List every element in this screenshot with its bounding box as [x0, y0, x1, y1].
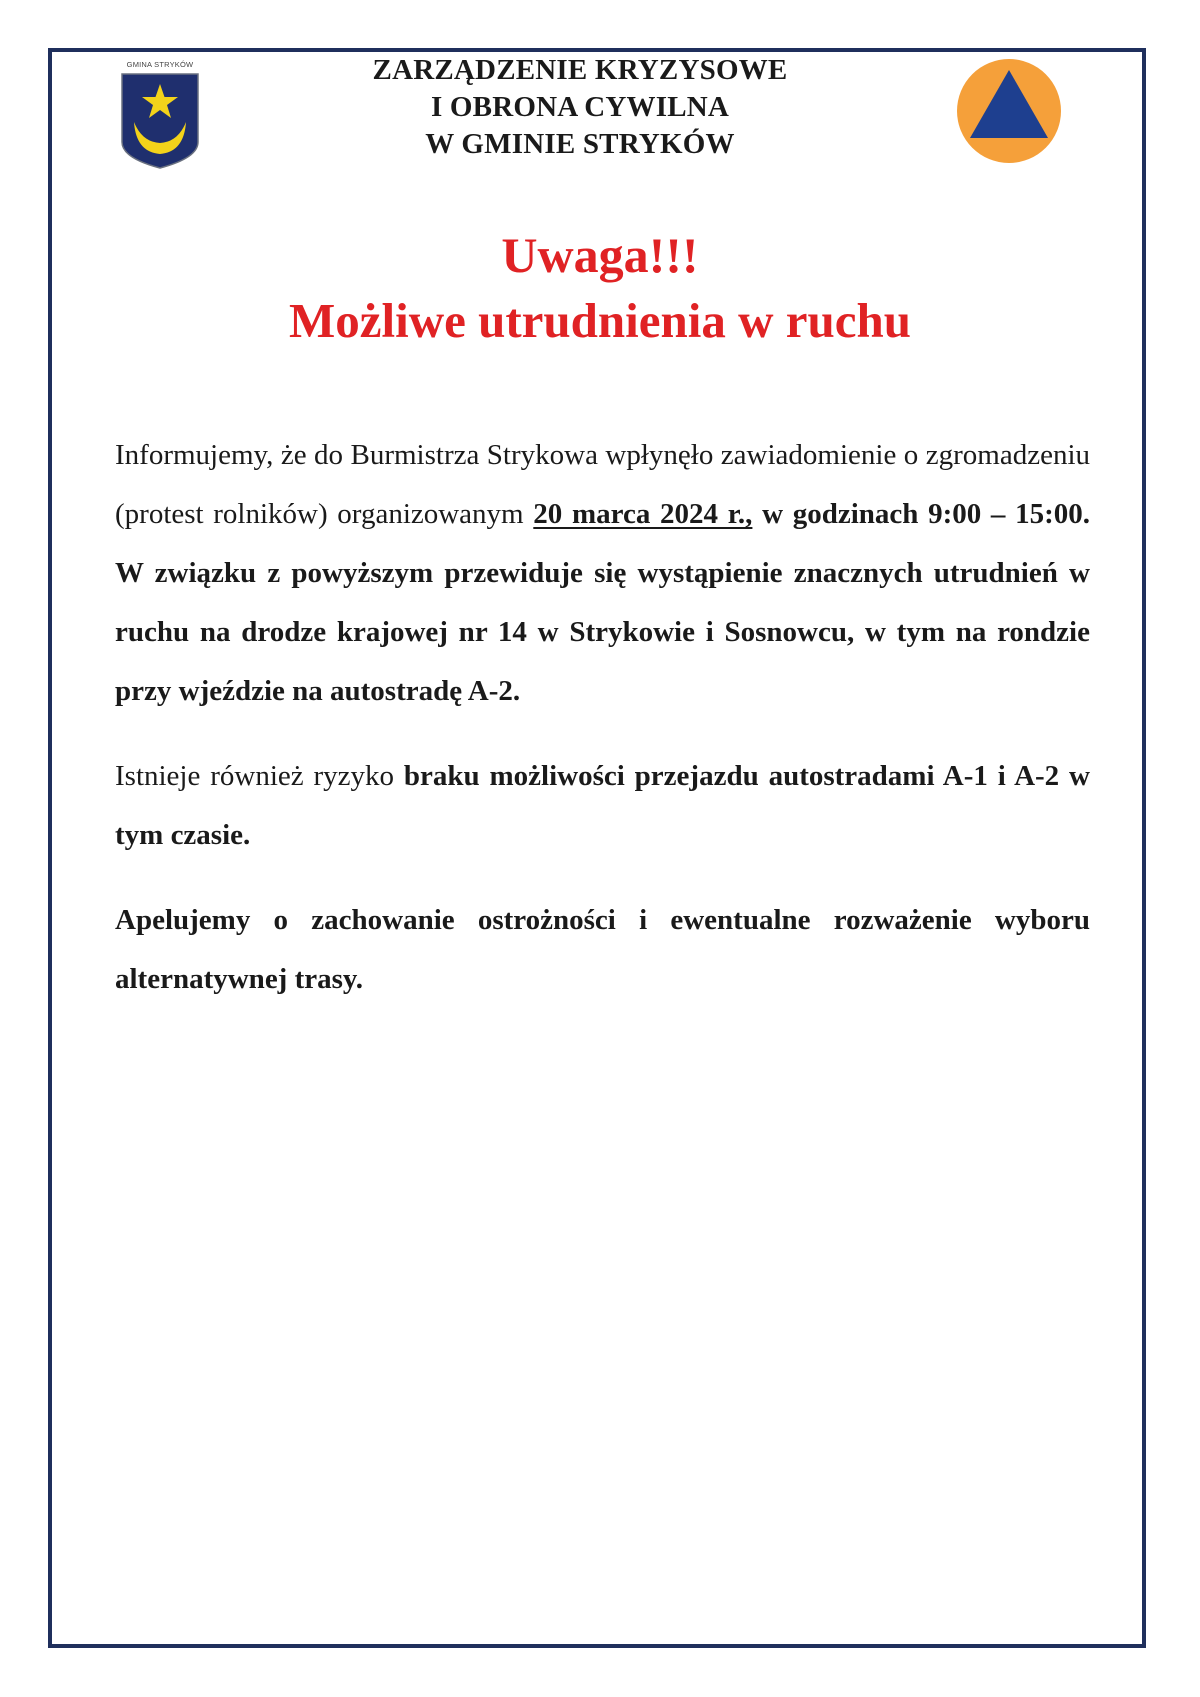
coat-of-arms-icon — [120, 72, 200, 170]
paragraph-1-details: w godzinach 9:00 – 15:00. W związku z powyższym przewiduje się wystąpienie znacznych utrudnień w ruchu na drodze krajowej nr 14 w Strykowie i Sosnowcu, w tym na rondzie przy wjeździe na autostradę A-2. — [115, 498, 1090, 707]
paragraph-3: Apelujemy o zachowanie ostrożności i ewentualne rozważenie wyboru alternatywnej trasy. — [115, 904, 1090, 995]
alert-subtitle: Możliwe utrudnienia w ruchu — [288, 293, 912, 348]
paragraph-1 — [115, 426, 1090, 721]
coat-of-arms-logo — [118, 60, 202, 172]
announcement-body — [115, 426, 1090, 1009]
alert-heading — [100, 222, 1100, 354]
civil-defense-icon — [956, 58, 1062, 164]
coat-of-arms-caption: GMINA STRYKÓW — [126, 60, 194, 69]
header-line-1: ZARZĄDZENIE KRYZYSOWE — [372, 54, 788, 86]
header-line-3: W GMINIE STRYKÓW — [425, 128, 735, 160]
event-date: 20 marca 2024 r., — [533, 498, 753, 530]
header-line-2: I OBRONA CYWILNA — [430, 91, 730, 123]
paragraph-2 — [115, 747, 1090, 865]
paragraph-2-intro: Istnieje również ryzyko — [115, 760, 404, 792]
paragraph-1-intro: Informujemy, że do Burmistrza Strykowa wpłynęło zawiadomienie o zgromadzeniu (protest rolników) organizowanym — [115, 439, 1090, 530]
alert-title: Uwaga!!! — [501, 227, 699, 283]
paragraph-2-details: braku możliwości przejazdu autostradami A-1 i A-2 w tym czasie. — [115, 760, 1090, 851]
document-header — [250, 52, 910, 163]
